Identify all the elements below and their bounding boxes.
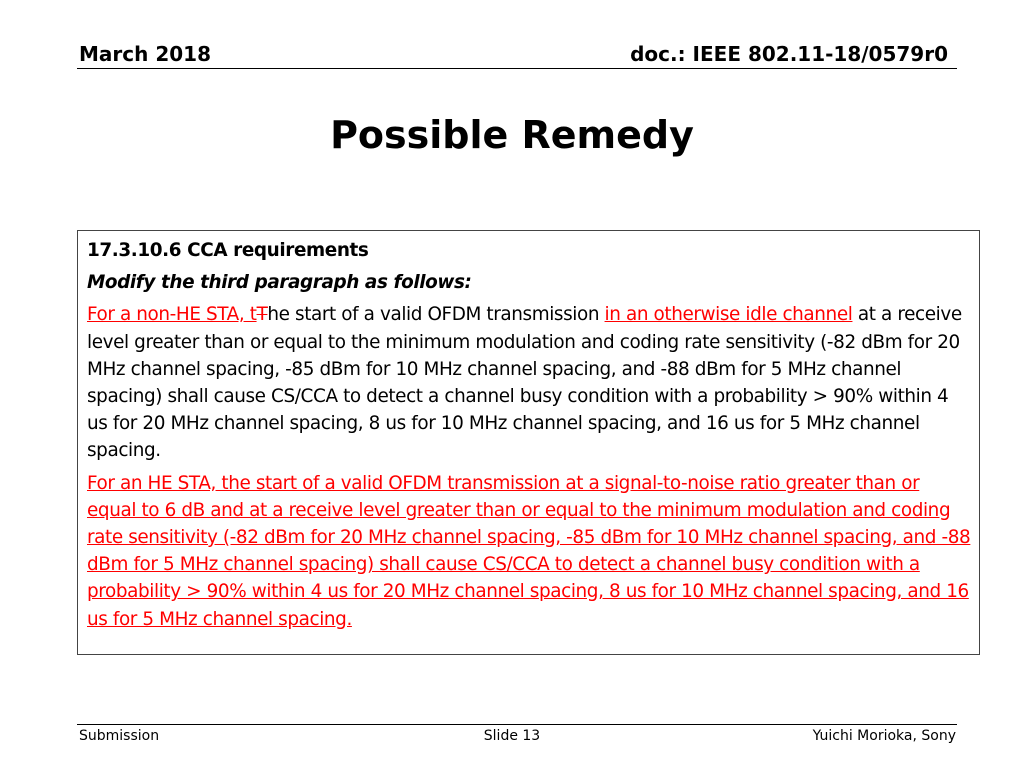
content-box [77, 230, 980, 655]
header-divider [77, 68, 957, 69]
paragraph-non-he [87, 301, 971, 464]
deleted-char: T [256, 304, 268, 326]
section-heading: 17.3.10.6 CCA requirements [87, 240, 369, 261]
paragraph-text-1: he start of a valid OFDM transmission [267, 304, 605, 326]
footer-submission: Submission [79, 728, 160, 744]
edit-instruction: Modify the third paragraph as follows: [87, 272, 472, 294]
slide-title: Possible Remedy [330, 113, 694, 157]
insert-idle-channel: in an otherwise idle channel [604, 304, 853, 326]
paragraph-he [87, 470, 971, 633]
footer-author: Yuichi Morioka, Sony [812, 728, 956, 744]
header-doc-id: doc.: IEEE 802.11-18/0579r0 [630, 42, 948, 66]
insert-he-paragraph: For an HE STA, the start of a valid OFDM transmission at a signal-to-noise ratio greater than or equal to 6 dB and at a receive level greater than or equal to the minimum modulation and coding rate sensitivity (-82 dBm for 20 MHz channel spacing, -85 dBm for 10 MHz channel spacing, and -88 dBm for 5 MHz channel spacing) shall cause CS/CCA to detect a channel busy condition with a probability > 90% within 4 us for 20 MHz channel spacing, 8 us for 10 MHz channel spacing, and 16 us for 5 MHz channel spacing. [87, 472, 971, 630]
insert-prefix: For a non-HE STA, t [87, 304, 257, 326]
header-date: March 2018 [79, 42, 211, 66]
paragraph-text-2: at a receive level greater than or equal to the minimum modulation and coding rate sensitivity (-82 dBm for 20 MHz channel spacing, -85 dBm for 10 MHz channel spacing, and -88 dBm for 5 MHz channel spacing) shall cause CS/CCA to detect a channel busy condition with a probability > 90% within 4 us for 20 MHz channel spacing, 8 us for 10 MHz channel spacing, and 16 us for 5 MHz channel spacing. [87, 304, 962, 462]
footer-divider [77, 724, 957, 725]
footer-slide-number: Slide 13 [483, 728, 541, 744]
